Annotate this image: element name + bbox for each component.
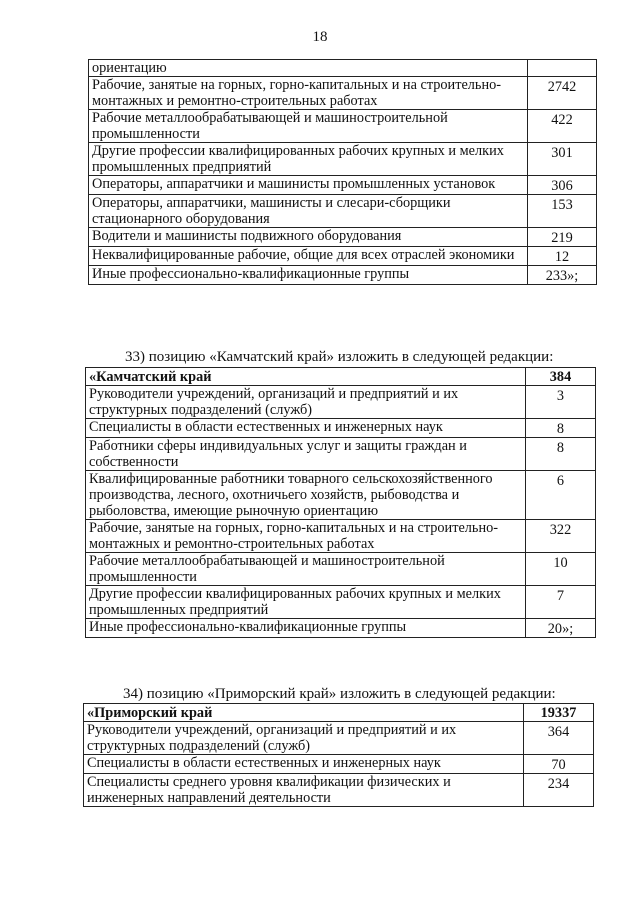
row-label: ориентацию <box>89 60 528 77</box>
row-label: Операторы, аппаратчики и машинисты промышленных установок <box>89 176 528 195</box>
table-row <box>86 386 596 419</box>
row-value: 2742 <box>528 77 597 110</box>
row-label: Неквалифицированные рабочие, общие для всех отраслей экономики <box>89 247 528 266</box>
row-label: Иные профессионально-квалификационные группы <box>86 619 526 638</box>
row-label: Рабочие металлообрабатывающей и машиностроительной промышленности <box>89 110 528 143</box>
section-33-heading: 33) позицию «Камчатский край» изложить в следующей редакции: <box>125 349 554 365</box>
row-label: Иные профессионально-квалификационные группы <box>89 266 528 285</box>
row-value: 3 <box>526 386 596 419</box>
row-value: 153 <box>528 195 597 228</box>
row-label: Специалисты среднего уровня квалификации физических и инженерных направлений деятельности <box>84 774 524 807</box>
table-row <box>89 77 597 110</box>
table-primorsky <box>83 703 594 807</box>
table-row <box>89 228 597 247</box>
table-row <box>86 553 596 586</box>
row-value: 219 <box>528 228 597 247</box>
row-label: Руководители учреждений, организаций и предприятий и их структурных подразделений (служб) <box>86 386 526 419</box>
region-name: «Камчатский край <box>86 368 526 386</box>
table-row <box>89 176 597 195</box>
table-kamchatka <box>85 367 596 638</box>
row-value: 422 <box>528 110 597 143</box>
row-label: Руководители учреждений, организаций и предприятий и их структурных подразделений (служб) <box>84 722 524 755</box>
row-label: Операторы, аппаратчики, машинисты и слесари-сборщики стационарного оборудования <box>89 195 528 228</box>
table-row <box>86 438 596 471</box>
row-value: 233»; <box>528 266 597 285</box>
table-continuation <box>88 59 597 285</box>
row-value: 8 <box>526 438 596 471</box>
row-value: 234 <box>524 774 594 807</box>
table-row <box>84 722 594 755</box>
row-label: Водители и машинисты подвижного оборудования <box>89 228 528 247</box>
table-row <box>89 110 597 143</box>
row-label: Рабочие, занятые на горных, горно-капитальных и на строительно-монтажных и ремонтно-строительных работах <box>86 520 526 553</box>
row-value: 301 <box>528 143 597 176</box>
row-label: Рабочие металлообрабатывающей и машиностроительной промышленности <box>86 553 526 586</box>
table-row <box>89 143 597 176</box>
table-row <box>86 619 596 638</box>
row-label: Рабочие, занятые на горных, горно-капитальных и на строительно-монтажных и ремонтно-строительных работах <box>89 77 528 110</box>
row-label: Специалисты в области естественных и инженерных наук <box>84 755 524 774</box>
row-value: 10 <box>526 553 596 586</box>
table-row <box>89 195 597 228</box>
table-row <box>86 471 596 520</box>
row-label: Специалисты в области естественных и инженерных наук <box>86 419 526 438</box>
table-row <box>89 60 597 77</box>
page-number: 18 <box>312 29 328 45</box>
table-row <box>84 755 594 774</box>
table-row <box>89 266 597 285</box>
table-header-row <box>84 704 594 722</box>
table-row <box>86 586 596 619</box>
table-header-row <box>86 368 596 386</box>
row-label: Другие профессии квалифицированных рабочих крупных и мелких промышленных предприятий <box>89 143 528 176</box>
row-value: 20»; <box>526 619 596 638</box>
row-label: Квалифицированные работники товарного сельскохозяйственного производства, лесного, охотничьего хозяйств, рыбоводства и рыболовства, имеющие рыночную ориентацию <box>86 471 526 520</box>
region-total: 19337 <box>524 704 594 722</box>
row-value: 322 <box>526 520 596 553</box>
region-name: «Приморский край <box>84 704 524 722</box>
table-row <box>86 520 596 553</box>
table-row <box>89 247 597 266</box>
table-row <box>86 419 596 438</box>
row-value: 8 <box>526 419 596 438</box>
row-value: 6 <box>526 471 596 520</box>
section-34-heading: 34) позицию «Приморский край» изложить в следующей редакции: <box>123 686 556 702</box>
row-value: 306 <box>528 176 597 195</box>
region-total: 384 <box>526 368 596 386</box>
row-label: Работники сферы индивидуальных услуг и защиты граждан и собственности <box>86 438 526 471</box>
row-value <box>528 60 597 77</box>
table-row <box>84 774 594 807</box>
row-value: 364 <box>524 722 594 755</box>
row-label: Другие профессии квалифицированных рабочих крупных и мелких промышленных предприятий <box>86 586 526 619</box>
row-value: 7 <box>526 586 596 619</box>
row-value: 70 <box>524 755 594 774</box>
row-value: 12 <box>528 247 597 266</box>
